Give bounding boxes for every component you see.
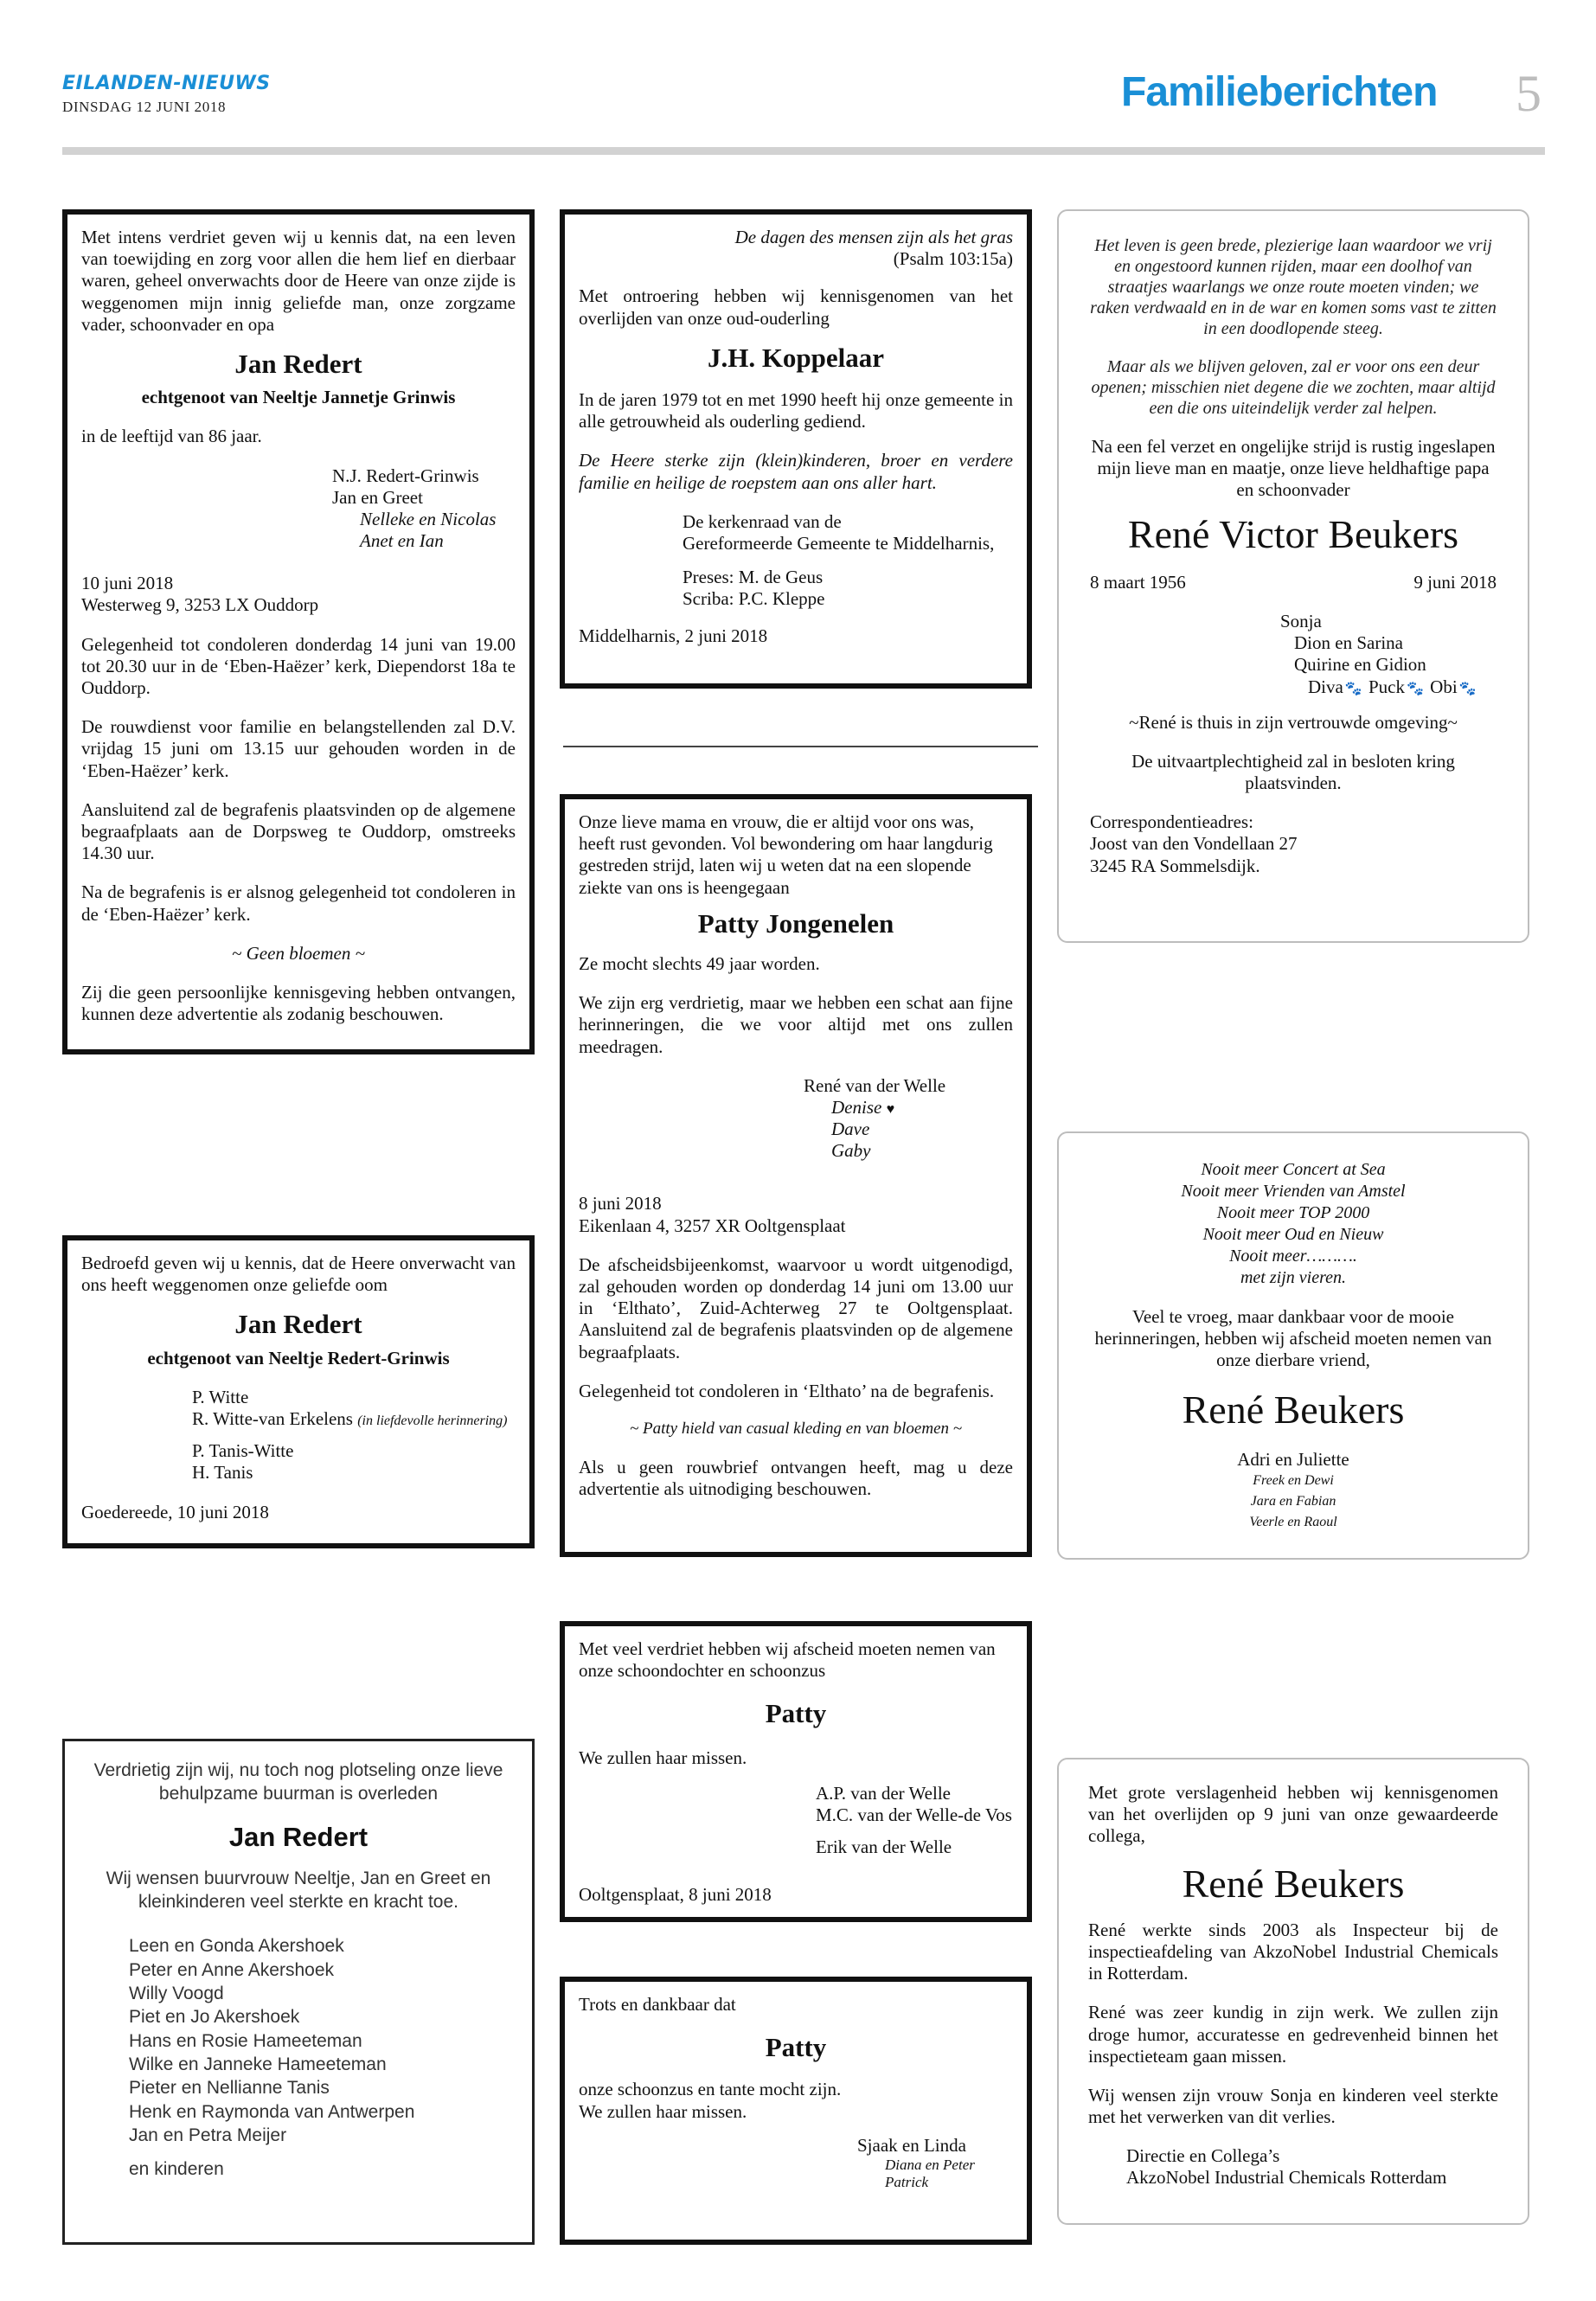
no-flowers: ~ Geen bloemen ~ <box>232 942 365 964</box>
condolence-info: Gelegenheid tot condoleren in ‘Elthato’ na de begrafenis. <box>579 1380 995 1401</box>
neighbour: Henk en Raymonda van Antwerpen <box>129 2101 415 2122</box>
pet-name: Diva <box>1308 676 1343 697</box>
spouse-line: echtgenoot van Neeltje Redert-Grinwis <box>147 1347 450 1368</box>
paw-icon: 🐾 <box>1344 681 1362 696</box>
family-member: Sonja <box>1280 610 1322 631</box>
death-date: 10 juni 2018 <box>81 573 174 594</box>
neighbour: Hans en Rosie Hameeteman <box>129 2030 362 2051</box>
deceased-name: J.H. Koppelaar <box>707 342 885 373</box>
notice: Zij die geen persoonlijke kennisgeving hebben ontvangen, kunnen deze advertentie als zodanig beschouwen. <box>81 981 516 1025</box>
family-member: A.P. van der Welle <box>816 1782 951 1804</box>
poem-line: Nooit meer Vrienden van Amstel <box>1181 1182 1406 1201</box>
pet-name: Puck <box>1368 676 1405 697</box>
colleague-text-3: Wij wensen zijn vrouw Sonja en kinderen veel sterkte met het verwerken van dit verlies. <box>1088 2084 1498 2128</box>
obituary-rene-beukers-colleagues <box>1057 1758 1529 2225</box>
miss-line: We zullen haar missen. <box>579 1747 747 1768</box>
obituary-rene-beukers-friends <box>1057 1131 1529 1560</box>
signatory: Veerle en Raoul <box>1249 1514 1337 1529</box>
family-member: Dion en Sarina <box>1294 632 1403 654</box>
pet-name: Obi <box>1430 676 1458 697</box>
ad-intro: Met grote verslagenheid hebben wij kennisgenomen van het overlijden op 9 juni van onze gewaardeerde collega, <box>1088 1782 1498 1847</box>
colleague-text-1: René werkte sinds 2003 als Inspecteur bij de inspectieafdeling van AkzoNobel Industrial Chemicals in Rotterdam. <box>1088 1919 1498 1984</box>
place-date: Goedereede, 10 juni 2018 <box>81 1501 269 1522</box>
death-date: 9 juni 2018 <box>1413 571 1497 593</box>
ad-intro: Bedroefd geven wij u kennis, dat de Heere onverwacht van ons heeft weggenomen onze geliefde oom <box>81 1253 516 1296</box>
poem-line: met zijn vieren. <box>1240 1268 1346 1287</box>
officer-line: Scriba: P.C. Kleppe <box>683 588 825 610</box>
birth-date: 8 maart 1956 <box>1090 571 1186 593</box>
signatory: Jara en Fabian <box>1250 1493 1336 1509</box>
family-group-1 <box>81 1387 516 1430</box>
memory-note: (in liefdevolle herinnering) <box>357 1413 508 1428</box>
after-info: Na de begrafenis is er alsnog gelegenheid tot condoleren in de ‘Eben-Haëzer’ kerk. <box>81 881 516 925</box>
notice: Als u geen rouwbrief ontvangen heeft, mag u deze advertentie als uitnodiging beschouwen. <box>579 1456 1013 1499</box>
family-member: P. Tanis-Witte <box>192 1440 294 1462</box>
signatory: Freek en Dewi <box>1253 1472 1334 1488</box>
family-member: Quirine en Gidion <box>1294 654 1426 676</box>
child: Gaby <box>831 1140 871 1162</box>
place-date: Ooltgensplaat, 8 juni 2018 <box>579 1884 772 1906</box>
neighbour: Leen en Gonda Akershoek <box>129 1936 344 1957</box>
child: Denise <box>831 1096 882 1118</box>
deceased-name: Jan Redert <box>234 348 362 379</box>
obituary-patty-jongenelen <box>560 794 1032 1557</box>
neighbour: Peter en Anne Akershoek <box>129 1959 334 1980</box>
deceased-name: Patty <box>765 2032 827 2063</box>
service-info: De rouwdienst voor familie en belangstellenden zal D.V. vrijdag 15 juni om 13.15 uur gehouden worden in de ‘Eben-Haëzer’ kerk. <box>81 716 516 781</box>
family-list <box>579 2135 1013 2192</box>
deceased-name: René Beukers <box>1182 1387 1405 1432</box>
ad-intro: Met veel verdriet hebben wij afscheid moeten nemen van onze schoondochter en schoonzus <box>579 1638 996 1682</box>
poem-line: Nooit meer………. <box>1229 1247 1357 1266</box>
signature-line: Directie en Collega’s <box>1126 2145 1280 2167</box>
neighbour: Willy Voogd <box>129 1984 224 2004</box>
deceased-name: Jan Redert <box>234 1309 362 1340</box>
family-member: M.C. van der Welle-de Vos <box>816 1804 1012 1825</box>
age-line: in de leeftijd van 86 jaar. <box>81 426 262 447</box>
life-dates <box>1090 572 1497 593</box>
family-group-2 <box>81 1440 516 1484</box>
heart-icon: ♥ <box>886 1101 895 1117</box>
family-member: P. Witte <box>192 1386 249 1407</box>
wish-text: Wij wensen buurvrouw Neeltje, Jan en Greet en kleinkinderen veel sterkte en kracht toe. <box>106 1868 491 1913</box>
deceased-name: René Victor Beukers <box>1127 511 1459 556</box>
issue-date: DINSDAG 12 JUNI 2018 <box>62 99 227 115</box>
other-signatories <box>1090 1471 1497 1533</box>
neighbour: Wilke en Janneke Hameeteman <box>129 2054 387 2074</box>
tribute-text <box>579 2079 1013 2122</box>
family-member: Erik van der Welle <box>816 1836 952 1858</box>
officer-line: Preses: M. de Geus <box>683 567 824 588</box>
correspondence-street: Joost van den Vondellaan 27 <box>1090 833 1298 855</box>
correspondence-label: Correspondentieadres: <box>1090 811 1253 833</box>
obituary-rene-victor-beukers <box>1057 209 1529 943</box>
signature-line: AkzoNobel Industrial Chemicals Rotterdam <box>1126 2167 1447 2189</box>
signature <box>1088 2145 1498 2189</box>
deceased-name: René Beukers <box>1182 1861 1405 1906</box>
place-date: Middelharnis, 2 juni 2018 <box>579 625 768 647</box>
neighbour: Pieter en Nellianne Tanis <box>129 2078 330 2099</box>
poem-lines <box>1090 1159 1497 1289</box>
newspaper-logo: EILANDEN-NIEUWS <box>62 73 271 94</box>
deceased-name: Patty Jongenelen <box>697 907 894 939</box>
family-group-1 <box>579 1783 1013 1826</box>
neighbour-list <box>91 1934 506 2181</box>
ad-intro: Onze lieve mama en vrouw, die er altijd voor ons was, heeft rust gevonden. Vol bewondering om haar langdurig gestreden strijd, laten wij u weten dat na een slopende ziekte van ons is heengegaan <box>579 811 993 898</box>
council <box>579 511 1013 554</box>
dress-code: ~ Patty hield van casual kleding en van bloemen ~ <box>629 1419 963 1438</box>
address: Westerweg 9, 3253 LX Ouddorp <box>81 594 319 616</box>
husband: René van der Welle <box>804 1074 946 1096</box>
age-line: Ze mocht slechts 49 jaar worden. <box>579 952 820 974</box>
memory-text: We zijn erg verdrietig, maar we hebben een schat aan fijne herinneringen, die we voor altijd met ons zullen meedragen. <box>579 992 1013 1057</box>
paw-icon: 🐾 <box>1407 681 1424 696</box>
obituary-jan-redert-neighbours <box>62 1739 535 2245</box>
column-divider <box>563 746 1038 747</box>
page-number: 5 <box>1516 65 1542 122</box>
family-member: Patrick <box>885 2174 929 2191</box>
council-line: Gereformeerde Gemeente te Middelharnis, <box>683 532 995 554</box>
poem-part-2: Maar als we blijven geloven, zal er voor ons een deur openen; misschien niet degene die we zochten, maar altijd een die ons uiteindelijk verder zal helpen. <box>1091 357 1496 418</box>
ad-intro: Trots en dankbaar dat <box>579 1994 736 2015</box>
header-rule <box>62 147 1545 155</box>
wish-text: De Heere sterke zijn (klein)kinderen, broer en verdere familie en heilige de roepstem aan ons aller hart. <box>579 450 1013 493</box>
poem-line: Nooit meer Oud en Nieuw <box>1202 1225 1384 1244</box>
ad-intro: Met ontroering hebben wij kennisgenomen van het overlijden van onze oud-ouderling <box>579 285 1013 329</box>
family-member: Jan en Greet <box>332 486 423 508</box>
poem-line: Nooit meer TOP 2000 <box>1216 1203 1370 1222</box>
condolence-info: Gelegenheid tot condoleren donderdag 14 juni van 19.00 tot 20.30 uur in de ‘Eben-Haëzer’ kerk, Diependorst 18a te Ouddorp. <box>81 633 516 698</box>
correspondence-city: 3245 RA Sommelsdijk. <box>1090 855 1260 876</box>
paw-icon: 🐾 <box>1458 681 1477 696</box>
farewell-info: De afscheidsbijeenkomst, waarvoor u wordt uitgenodigd, zal gehouden worden op donderdag 14 juni om 13.00 uur in ‘Elthato’, Zuid-Achterweg 27 te Ooltgensplaat. Aansluitend zal de begrafenis plaatsvinden op de algemene begraafplaats. <box>579 1253 1013 1362</box>
death-date: 8 juni 2018 <box>579 1193 662 1215</box>
family-member: Sjaak en Linda <box>857 2134 966 2156</box>
council-line: De kerkenraad van de <box>683 510 842 532</box>
grandchild: Nelleke en Nicolas <box>360 508 497 529</box>
tribute-line: onze schoonzus en tante mocht zijn. <box>579 2079 842 2100</box>
family-list <box>81 465 516 553</box>
address: Eikenlaan 4, 3257 XR Ooltgensplaat <box>579 1215 846 1236</box>
deceased-name: Jan Redert <box>228 1821 369 1852</box>
home-line: ~René is thuis in zijn vertrouwde omgeving~ <box>1129 711 1458 733</box>
family-member: R. Witte-van Erkelens <box>192 1407 353 1429</box>
grandchild: Anet en Ian <box>360 530 444 552</box>
ad-intro: Veel te vroeg, maar dankbaar voor de mooie herinneringen, hebben wij afscheid moeten nemen van onze dierbare vriend, <box>1094 1306 1492 1371</box>
neighbour: Jan en Petra Meijer <box>129 2125 287 2145</box>
family-member: Diana en Peter <box>885 2156 975 2173</box>
obituary-jan-redert-family <box>62 209 535 1054</box>
family-list <box>579 1075 1013 1163</box>
poem-part-1: Het leven is geen brede, plezierige laan waardoor we vrij en ongestoord kunnen rijden, maar een doolhof van straatjes waarlangs we onze route moeten vinden; we raken verdwaald en in de war en komen soms vast te zitten in een doodlopende steeg. <box>1090 236 1497 338</box>
family-member: N.J. Redert-Grinwis <box>332 465 479 486</box>
obituary-jan-redert-nephews <box>62 1235 535 1548</box>
section-title: Familieberichten <box>1121 69 1438 115</box>
neighbour: Piet en Jo Akershoek <box>129 2007 300 2028</box>
ad-intro: Met intens verdriet geven wij u kennis dat, na een leven van toewijding en zorg voor allen die hem lief en dierbaar waren, geheel onverwachts door de Heere van onze zijde is weggenomen mijn innig geliefde man, onze zorgzame vader, schoonvader en opa <box>81 227 516 335</box>
burial-info: Aansluitend zal de begrafenis plaatsvinden op de algemene begraafplaats aan de Dorpsweg te Ouddorp, omstreeks 14.30 uur. <box>81 798 516 864</box>
family-list <box>1090 611 1497 698</box>
tribute-line: We zullen haar missen. <box>579 2100 747 2122</box>
bible-ref: (Psalm 103:15a) <box>893 248 1013 270</box>
obituary-patty-in-laws <box>560 1621 1032 1922</box>
obituary-koppelaar <box>560 209 1032 689</box>
service-text: In de jaren 1979 tot en met 1990 heeft hij onze gemeente in alle getrouwheid als ouderling gediend. <box>579 388 1013 433</box>
deceased-name: Patty <box>765 1698 827 1729</box>
ad-intro: Na een fel verzet en ongelijke strijd is rustig ingeslapen mijn lieve man en maatje, onze lieve heldhaftige papa en schoonvader <box>1091 436 1496 501</box>
pets-line <box>1280 676 1497 698</box>
poem-line: Nooit meer Concert at Sea <box>1201 1160 1386 1179</box>
neighbour-kids: en kinderen <box>129 2159 224 2180</box>
family-member: H. Tanis <box>192 1462 253 1484</box>
colleague-text-2: René was zeer kundig in zijn werk. We zullen zijn droge humor, accuratesse en gedrevenheid binnen het inspectieteam gaan missen. <box>1088 2002 1498 2067</box>
main-signatories: Adri en Juliette <box>1237 1448 1349 1470</box>
child: Dave <box>831 1118 870 1140</box>
spouse-line: echtgenoot van Neeltje Jannetje Grinwis <box>141 387 456 408</box>
officers <box>579 567 1013 610</box>
ad-intro: Verdrietig zijn wij, nu toch nog plotseling onze lieve behulpzame buurman is overleden <box>93 1760 503 1804</box>
obituary-patty-sister-in-law <box>560 1977 1032 2245</box>
bible-quote: De dagen des mensen zijn als het gras <box>734 227 1013 247</box>
funeral-line: De uitvaartplechtigheid zal in besloten kring plaatsvinden. <box>1131 750 1455 794</box>
